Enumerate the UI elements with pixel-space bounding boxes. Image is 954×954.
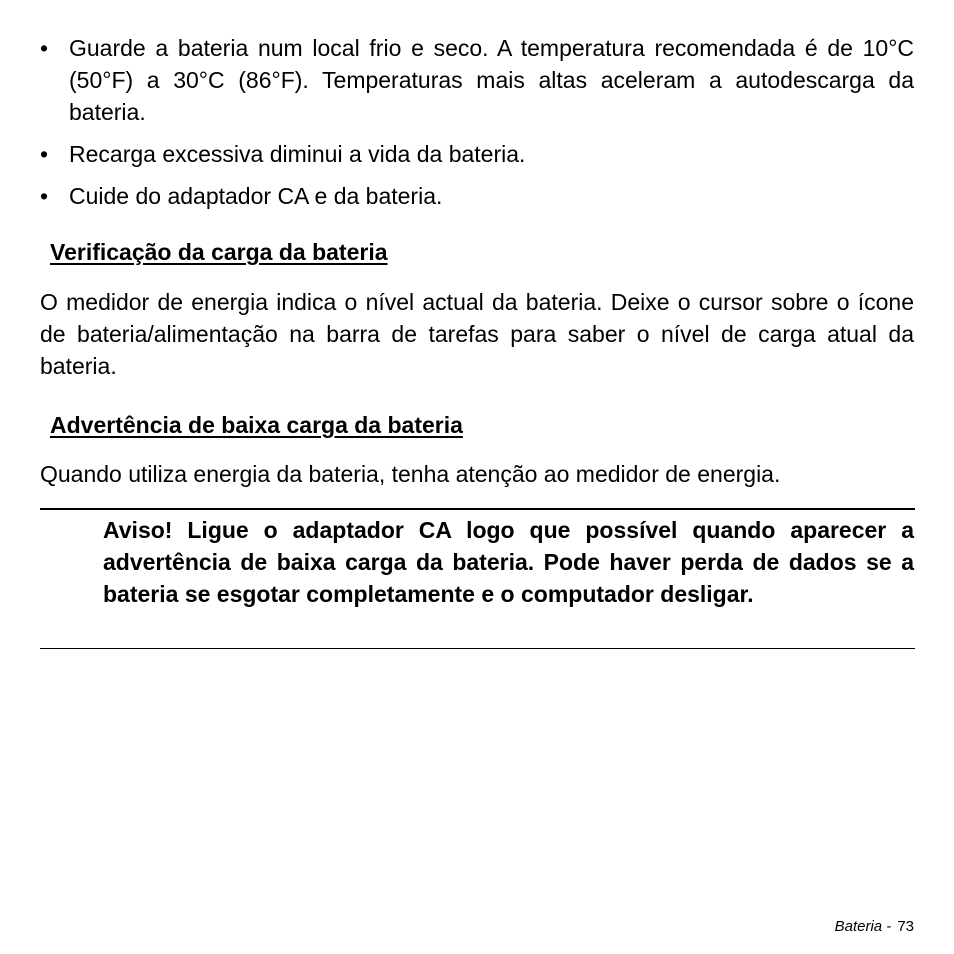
page-number: 73 <box>897 918 914 935</box>
bullet-list <box>40 32 914 222</box>
list-item-text: Cuide do adaptador CA e da bateria. <box>69 183 443 209</box>
section-body-low-battery: Quando utiliza energia da bateria, tenha atenção ao medidor de energia. <box>40 461 781 487</box>
warning-bottom-divider <box>40 648 915 649</box>
section-body-charge-check: O medidor de energia indica o nível actual da bateria. Deixe o cursor sobre o ícone de bateria/alimentação na barra de tarefas para saber o nível de carga atual da bateria. <box>40 289 914 379</box>
page-footer <box>835 916 914 938</box>
warning-top-divider <box>40 508 915 510</box>
section-heading-low-battery: Advertência de baixa carga da bateria <box>50 412 463 438</box>
list-item <box>40 180 914 212</box>
list-item <box>40 138 914 170</box>
list-item-text: Recarga excessiva diminui a vida da bateria. <box>69 141 526 167</box>
section-heading-charge-check: Verificação da carga da bateria <box>50 239 388 265</box>
bullet-icon: • <box>40 35 49 61</box>
list-item-text: Guarde a bateria num local frio e seco. A temperatura recomendada é de 10°C (50°F) a 30°C (86°F). Temperaturas mais altas aceleram a autodescarga da bateria. <box>69 35 914 125</box>
footer-section-label: Bateria - <box>834 918 892 935</box>
bullet-icon: • <box>40 141 49 167</box>
list-item <box>40 32 914 128</box>
warning-notice: Aviso! Ligue o adaptador CA logo que possível quando aparecer a advertência de baixa carga da bateria. Pode haver perda de dados se a bateria se esgotar completamente e o computador desligar. <box>103 517 914 607</box>
bullet-icon: • <box>40 183 49 209</box>
